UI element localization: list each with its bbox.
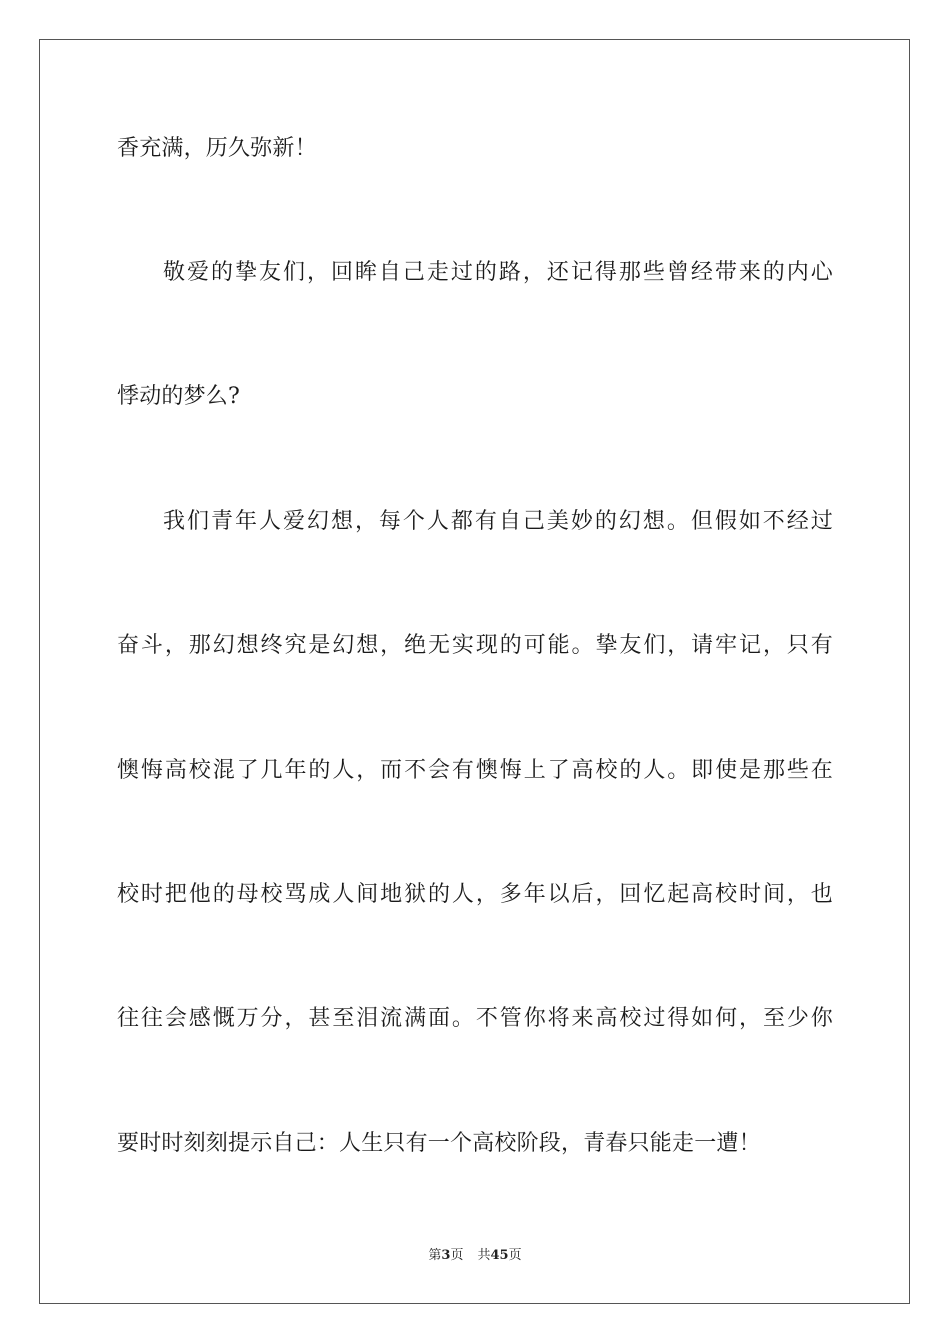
page-footer xyxy=(0,1247,950,1265)
footer-page-number: 3 xyxy=(441,1248,451,1263)
footer-total-suffix: 页 xyxy=(508,1248,522,1263)
paragraph-line-7: 校时把他的母校骂成人间地狱的人，多年以后，回忆起高校时间，也 xyxy=(117,882,833,907)
paragraph-line-9: 要时时刻刻提示自己：人生只有一个高校阶段，青春只能走一遭！ xyxy=(117,1131,761,1156)
footer-page-prefix: 第 xyxy=(428,1248,442,1263)
page-border xyxy=(39,39,910,1304)
footer-page-suffix: 页 xyxy=(450,1248,464,1263)
paragraph-line-4: 我们青年人爱幻想，每个人都有自己美妙的幻想。但假如不经过 xyxy=(163,509,833,534)
paragraph-line-2: 敬爱的挚友们，回眸自己走过的路，还记得那些曾经带来的内心 xyxy=(163,260,833,285)
paragraph-line-3: 悸动的梦么? xyxy=(117,384,240,409)
paragraph-line-5: 奋斗，那幻想终究是幻想，绝无实现的可能。挚友们，请牢记，只有 xyxy=(117,633,833,658)
paragraph-line-1: 香充满，历久弥新！ xyxy=(117,136,317,161)
paragraph-line-6: 懊悔高校混了几年的人，而不会有懊悔上了高校的人。即使是那些在 xyxy=(117,758,833,783)
footer-total-prefix: 共 xyxy=(477,1248,491,1263)
paragraph-line-8: 往往会感慨万分，甚至泪流满面。不管你将来高校过得如何，至少你 xyxy=(117,1006,833,1031)
footer-total-pages: 45 xyxy=(490,1248,509,1263)
